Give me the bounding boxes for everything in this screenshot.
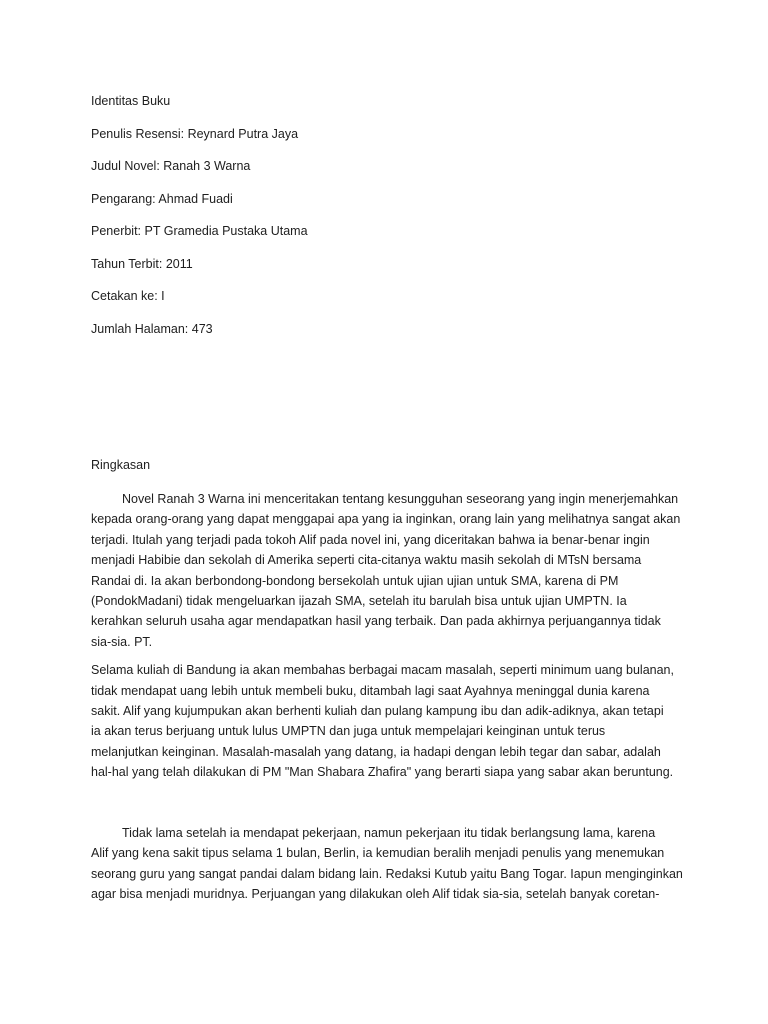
summary-heading: Ringkasan [91, 458, 151, 472]
paragraph-line: menjadi Habibie dan sekolah di Amerika seperti cita-citanya waktu masih sekolah di MTsN bersama [91, 553, 642, 568]
summary-paragraph [91, 489, 701, 652]
paragraph-line: ia akan terus berjuang untuk lulus UMPTN dan juga untuk mempelajari keinginan untuk terus [91, 724, 606, 739]
paragraph-line: tidak mendapat uang lebih untuk membeli buku, ditambah lagi saat Ayahnya meninggal dunia karena [91, 683, 650, 698]
paragraph-line: terjadi. Itulah yang terjadi pada tokoh Alif pada novel ini, yang diceritakan bahwa ia benar-benar ingin [91, 532, 650, 547]
novel-title-line: Judul Novel: Ranah 3 Warna [91, 159, 251, 173]
paragraph-line: Alif yang kena sakit tipus selama 1 bulan, Berlin, ia kemudian beralih menjadi penulis yang menemukan [91, 846, 665, 861]
summary-section [91, 457, 701, 904]
paragraph-line: sakit. Alif yang kujumpukan akan berhenti kuliah dan pulang kampung ibu dan adik-adiknya, akan tetapi [91, 704, 664, 719]
edition-line: Cetakan ke: I [91, 289, 165, 303]
publish-year-line: Tahun Terbit: 2011 [91, 256, 193, 271]
paragraph-line: kerahkan seluruh usaha agar mendapatkan hasil yang terbaik. Dan pada akhirnya perjuangannya tidak [91, 614, 661, 629]
author-line: Pengarang: Ahmad Fuadi [91, 191, 233, 206]
paragraph-line: (PondokMadani) tidak mengeluarkan ijazah SMA, setelah itu barulah bisa untuk ujian UMPTN. Ia [91, 594, 627, 609]
paragraph-line: Novel Ranah 3 Warna ini menceritakan tentang kesungguhan seseorang yang ingin menerjemahkan [122, 492, 679, 506]
page-count-line: Jumlah Halaman: 473 [91, 321, 213, 336]
paragraph-line: agar bisa menjadi muridnya. Perjuangan yang dilakukan oleh Alif tidak sia-sia, setelah banyak coretan- [91, 886, 660, 901]
paragraph-line: seorang guru yang sangat pandai dalam bidang lain. Redaksi Kutub yaitu Bang Togar. Iapun menginginkan [91, 866, 683, 881]
reviewer-line: Penulis Resensi: Reynard Putra Jaya [91, 126, 299, 141]
paragraph-line: Randai di. Ia akan berbondong-bondong bersekolah untuk ujian ujian untuk SMA, karena di PM [91, 573, 619, 588]
paragraph-line: kepada orang-orang yang dapat menggapai apa yang ia inginkan, orang lain yang melihatnya sangat akan [91, 512, 681, 527]
paragraph-line: Tidak lama setelah ia mendapat pekerjaan, namun pekerjaan itu tidak berlangsung lama, karena [122, 825, 656, 840]
paragraph-line: Selama kuliah di Bandung ia akan membahas berbagai macam masalah, seperti minimum uang bulanan, [91, 663, 674, 678]
identity-heading: Identitas Buku [91, 94, 171, 108]
summary-paragraph [91, 823, 701, 905]
publisher-line: Penerbit: PT Gramedia Pustaka Utama [91, 224, 308, 238]
book-identity-section [91, 93, 711, 353]
summary-paragraph [91, 660, 701, 782]
paragraph-line: hal-hal yang telah dilakukan di PM "Man Shabara Zhafira" yang berarti siapa yang sabar akan beruntung. [91, 765, 674, 780]
paragraph-line: sia-sia. PT. [91, 634, 153, 649]
paragraph-line: melanjutkan keinginan. Masalah-masalah yang datang, ia hadapi dengan lebih tegar dan sabar, adalah [91, 744, 661, 759]
